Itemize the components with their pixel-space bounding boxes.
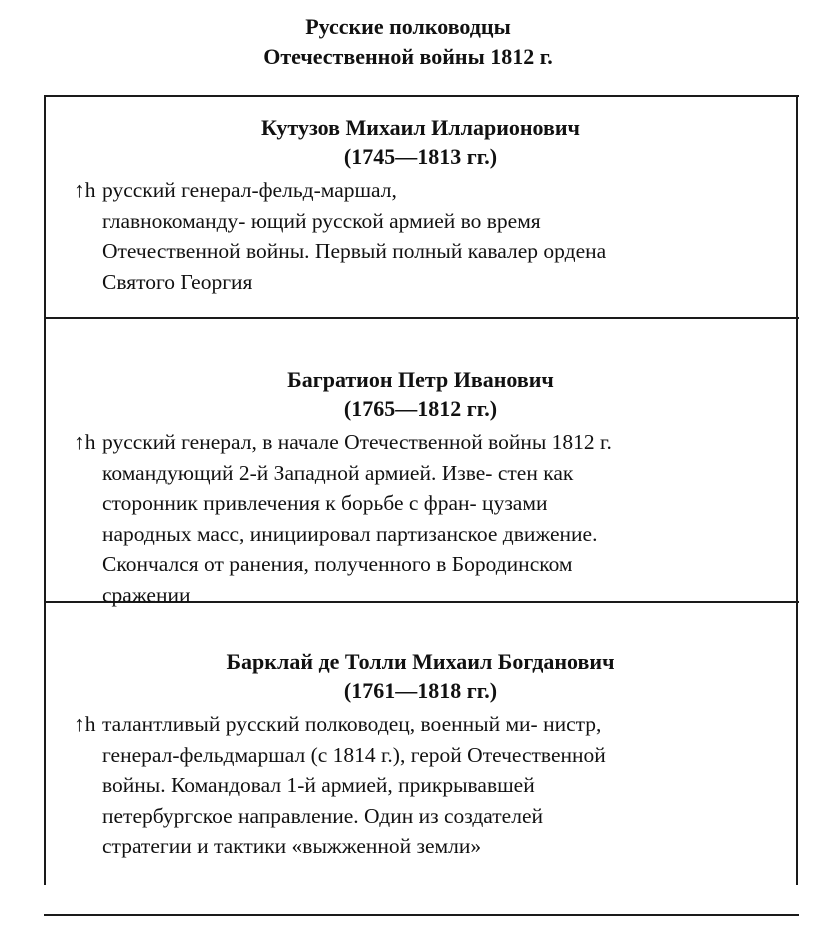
commander-name: Барклай де Толли Михаил Богданович [226, 649, 615, 674]
description-line: русский генерал-фельд-маршал, [102, 178, 397, 202]
commander-name: Кутузов Михаил Илларионович [261, 115, 580, 140]
bullet-marker: ↑h [74, 712, 96, 736]
commander-years: (1745—1813 гг.) [343, 144, 498, 169]
description-line: талантливый русский полководец, военный ми- нистр, [102, 712, 602, 736]
commander-name: Багратион Петр Иванович [287, 367, 554, 392]
table-top-border [44, 95, 799, 97]
description-line: командующий 2-й Западной армией. Изве- стен как [102, 460, 574, 485]
bullet-marker: ↑h [74, 178, 96, 202]
title-line-1: Русские полководцы [305, 14, 511, 39]
commander-description [44, 709, 797, 862]
table-row [44, 647, 797, 862]
description-line: стратегии и тактики «выжженной земли» [102, 834, 482, 858]
title-line-2: Отечественной войны 1812 г. [263, 44, 553, 69]
description-line: главнокоманду- ющий русской армией во время [102, 208, 541, 233]
bullet-marker: ↑h [74, 430, 96, 454]
commander-description [44, 427, 797, 610]
description-line: войны. Командовал 1-й армией, прикрывавшей [102, 773, 535, 797]
bottom-rule [44, 914, 799, 916]
table-row [44, 113, 797, 297]
description-line: русский генерал, в начале Отечественной войны 1812 г. [102, 430, 612, 454]
description-line: Отечественной войны. Первый полный кавалер ордена [102, 239, 607, 263]
description-line: петербургское направление. Один из создателей [102, 803, 543, 828]
commander-years: (1761—1818 гг.) [343, 678, 498, 703]
commanders-table [44, 95, 797, 885]
row-divider-1 [44, 317, 799, 319]
page-title [0, 12, 816, 72]
commander-years: (1765—1812 гг.) [343, 396, 498, 421]
description-line: сторонник привлечения к борьбе с фран- цузами [102, 491, 548, 515]
commander-description [44, 175, 797, 297]
table-row [44, 365, 797, 610]
description-line: Святого Георгия [102, 269, 253, 294]
description-line: Скончался от ранения, полученного в Бородинском [102, 552, 573, 576]
description-line: народных масс, инициировал партизанское движение. [102, 521, 598, 546]
description-line: генерал-фельдмаршал (с 1814 г.), герой Отечественной [102, 742, 606, 767]
description-line: сражении [102, 582, 191, 607]
